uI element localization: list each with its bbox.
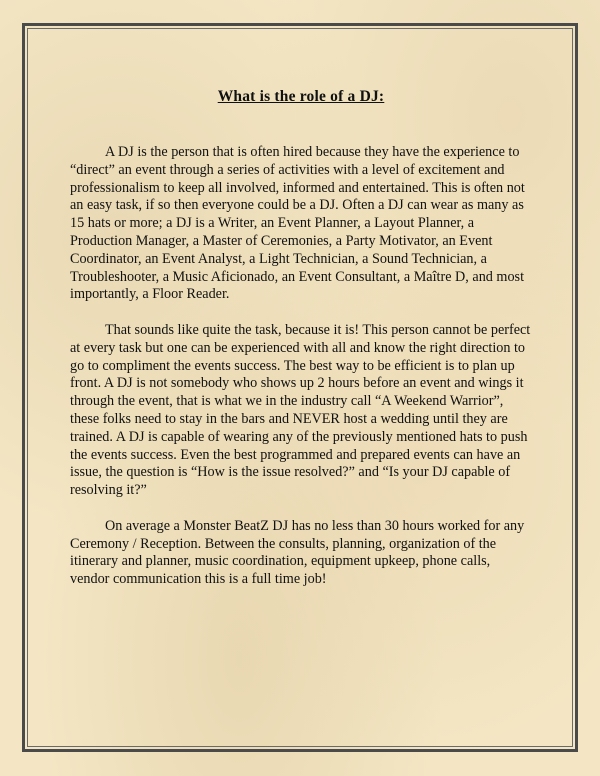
paragraph-3: On average a Monster BeatZ DJ has no less than 30 hours worked for any Ceremony / Reception. Between the consults, planning, organization of the itinerary and planner, music coordination, equipment upkeep, phone calls, vendor communication this is a full time job! [70, 517, 525, 588]
paragraph-1: A DJ is the person that is often hired because they have the experience to “direct” an event through a series of activities with a level of excitement and professionalism to keep all involved, informed and entertained. This is often not an easy task, if so then everyone could be a DJ. Often a DJ can wear as many as 15 hats or more; a DJ is a Writer, an Event Planner, a Layout Planner, a Production Manager, a Master of Ceremonies, a Party Motivator, an Event Coordinator, an Event Analyst, a Light Technician, a Sound Technician, a Troubleshooter, a Music Aficionado, an Event Consultant, a Maître D, and most importantly, a Floor Reader. [70, 144, 525, 303]
paragraph-2: That sounds like quite the task, because it is! This person cannot be perfect at every task but one can be experienced with all and know the right direction to go to compliment the events success. The best way to be efficient is to plan up front. A DJ is not somebody who shows up 2 hours before an event and wings it through the event, that is what we in the industry call “A Weekend Warrior”, these folks need to stay in the bars and NEVER host a wedding until they are trained. A DJ is capable of wearing any of the previously mentioned hats to push the events success. Even the best programmed and prepared events can have an issue, the question is “How is the issue resolved?” and “Is your DJ capable of resolving it?” [70, 321, 531, 499]
document-body [70, 88, 532, 607]
page-title: What is the role of a DJ: [217, 88, 385, 105]
